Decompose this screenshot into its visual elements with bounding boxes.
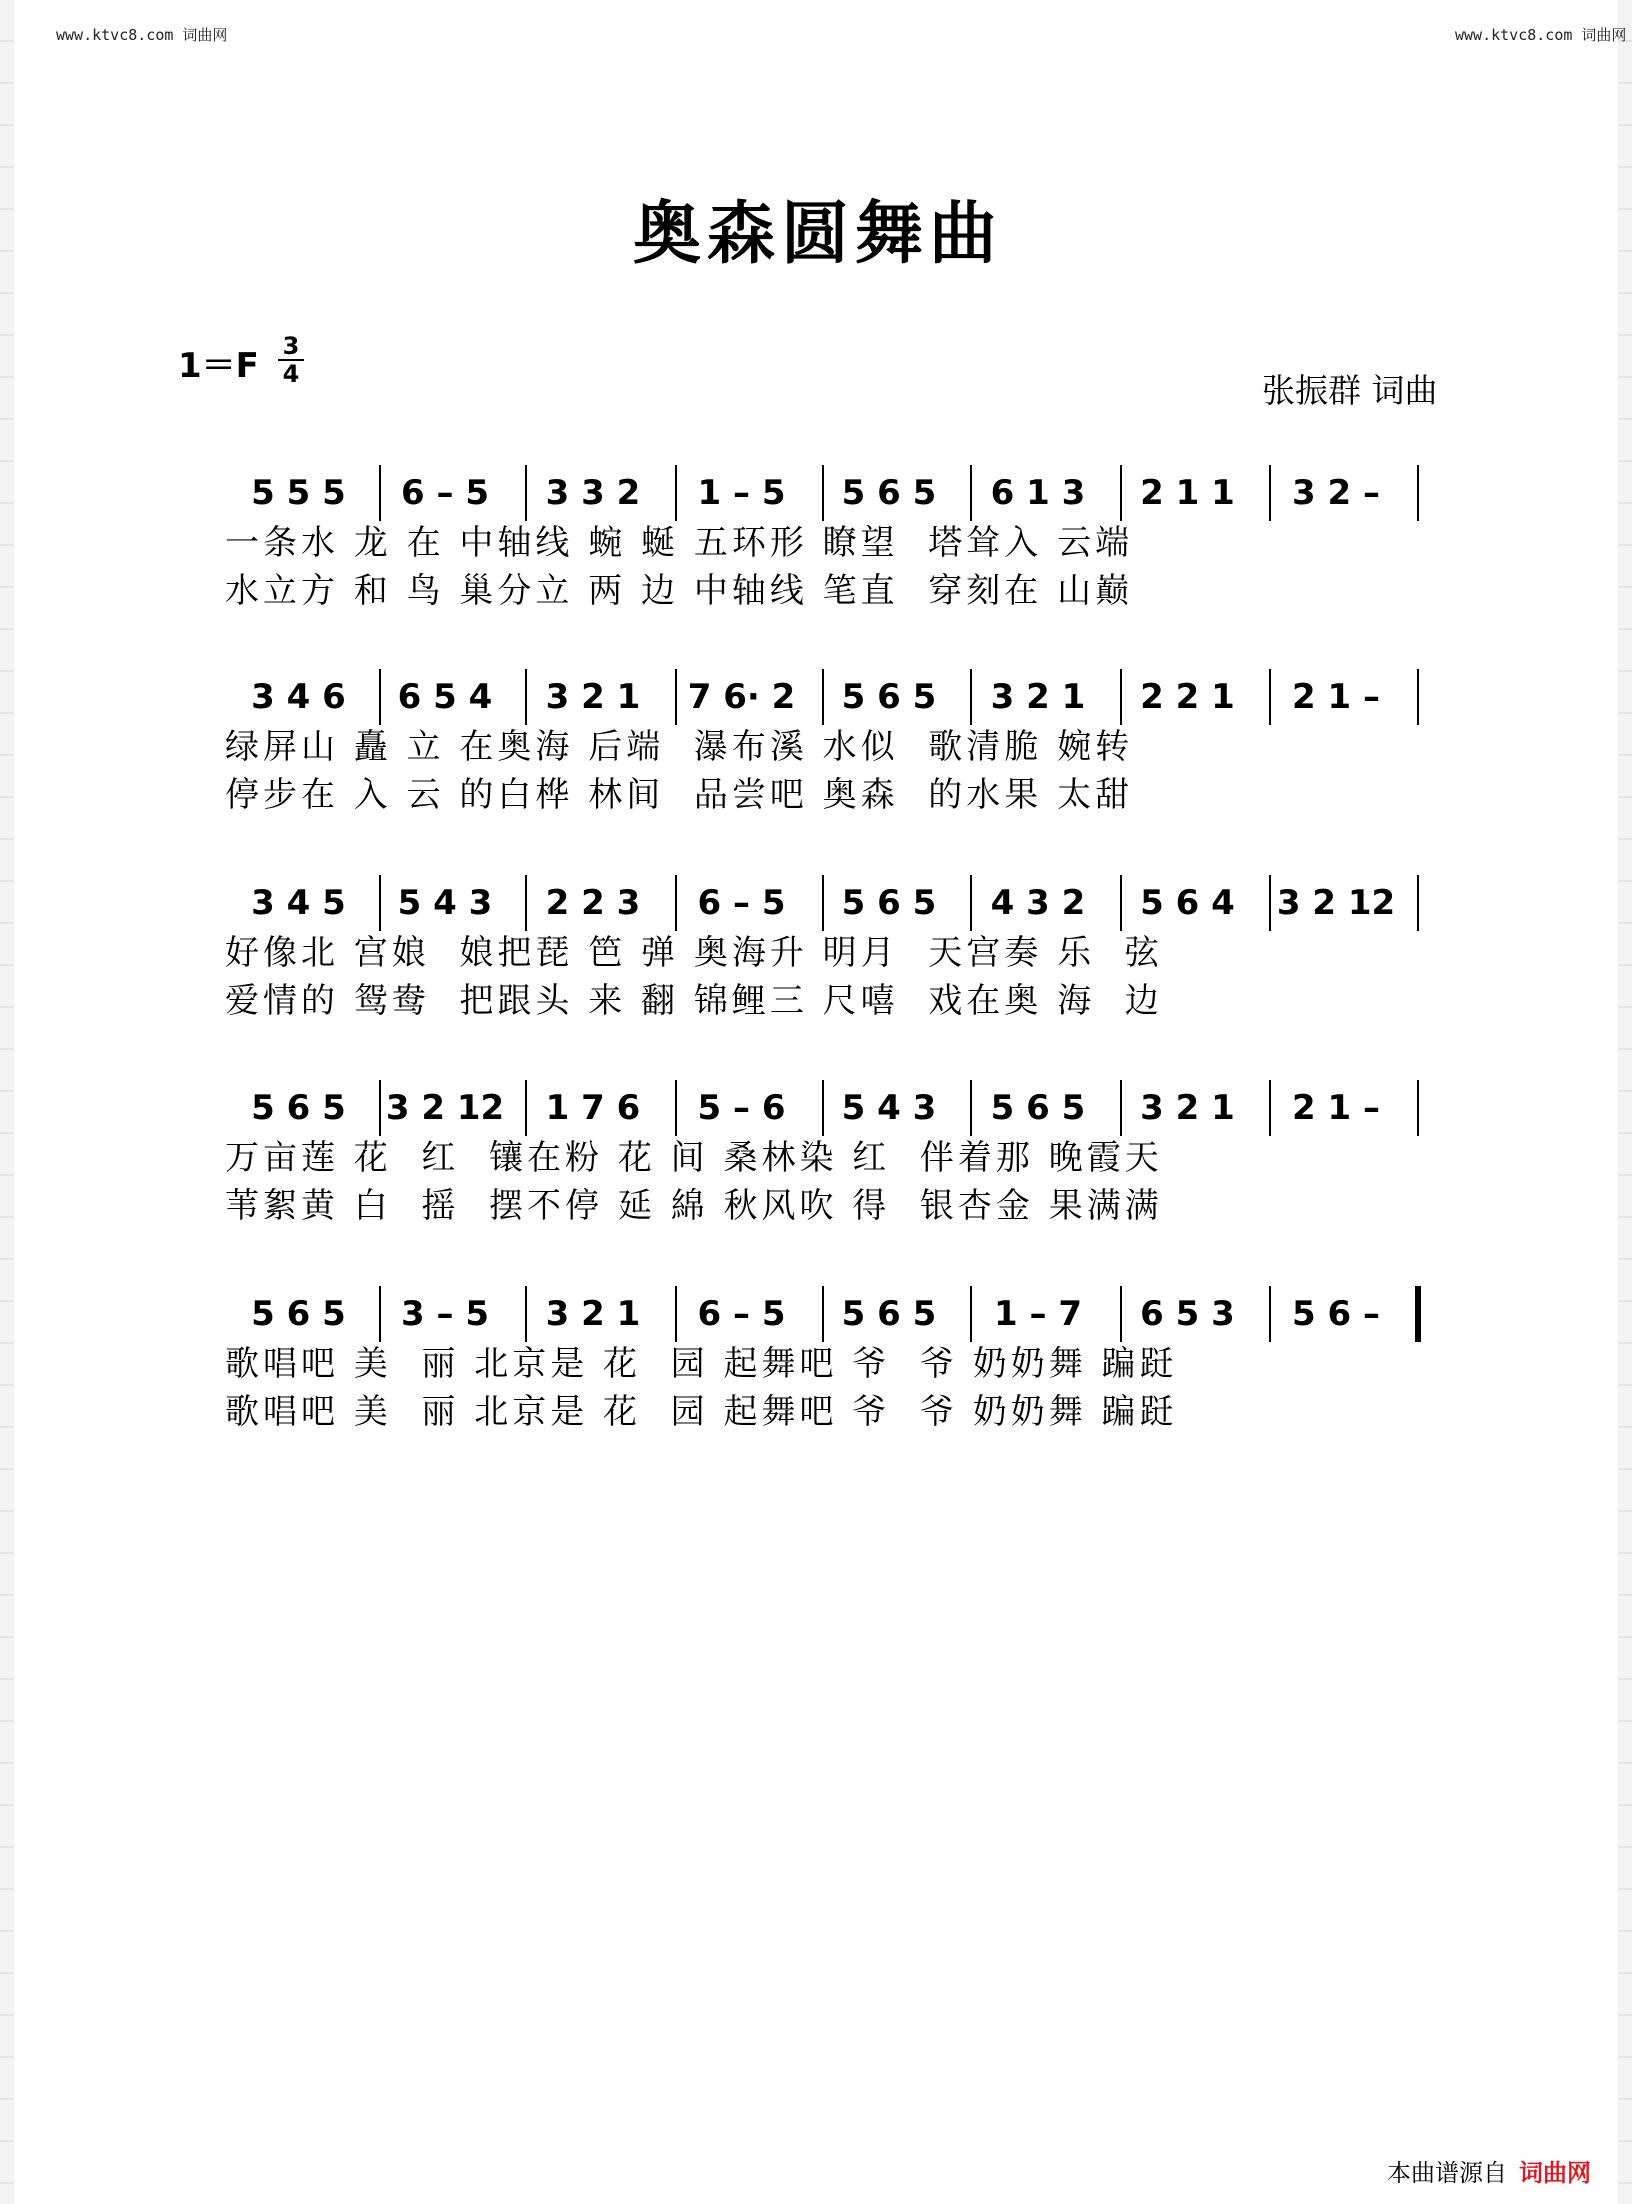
measure: 5 6 5 (251, 1088, 346, 1128)
measure: 5 – 6 (697, 1088, 786, 1128)
measure: 1 7 6 (545, 1088, 641, 1128)
time-signature-bottom: 4 (278, 359, 304, 387)
measure: 3 2 – (1292, 473, 1380, 513)
measure: 5 4 3 (841, 1088, 937, 1128)
measure: 2 1 – (1292, 677, 1380, 717)
lyrics-verse-2: 停步在 入 云 的白桦 林间 品尝吧 奥森 的水果 太甜 (225, 775, 1134, 815)
measure: 6 5 3 (1140, 1294, 1235, 1334)
lyrics-verse-2: 水立方 和 鸟 巢分立 两 边 中轴线 笔直 穿刻在 山巅 (225, 571, 1134, 611)
notes-row (0, 463, 1636, 523)
lyrics-verse-1: 歌唱吧 美 丽 北京是 花 园 起舞吧 爷 爷 奶奶舞 蹁跹 (225, 1344, 1178, 1384)
measure: 1 – 5 (697, 473, 786, 513)
measure: 6 1 3 (990, 473, 1086, 513)
lyrics-verse-1: 绿屏山 矗 立 在奥海 后端 瀑布溪 水似 歌清脆 婉转 (225, 727, 1134, 767)
lyrics-verse-2: 歌唱吧 美 丽 北京是 花 园 起舞吧 爷 爷 奶奶舞 蹁跹 (225, 1392, 1178, 1432)
notes-row (0, 873, 1636, 933)
measure: 7 6· 2 (687, 677, 796, 717)
measure: 5 6 5 (841, 883, 937, 923)
measure: 3 2 12 (1276, 883, 1396, 923)
measure: 2 1 – (1292, 1088, 1380, 1128)
measure: 5 6 – (1292, 1294, 1380, 1334)
key-signature: 1＝F (178, 346, 259, 386)
time-signature (278, 333, 304, 387)
measure: 6 – 5 (697, 1294, 786, 1334)
measure: 1 – 7 (994, 1294, 1082, 1334)
measure: 3 4 6 (251, 677, 346, 717)
measure: 5 6 5 (841, 1294, 937, 1334)
measure: 3 4 5 (251, 883, 346, 923)
author-credit: 张振群 词曲 (1262, 371, 1438, 410)
notes-row (0, 1284, 1636, 1344)
source-brand: 词曲网 (1519, 2159, 1591, 2187)
measure: 2 2 3 (545, 883, 641, 923)
source-note (1387, 2153, 1591, 2188)
measure: 5 6 5 (251, 1294, 346, 1334)
measure: 2 2 1 (1140, 677, 1235, 717)
measure: 3 2 1 (1140, 1088, 1235, 1128)
notes-row (0, 667, 1636, 727)
measure: 5 6 5 (841, 677, 937, 717)
measure: 5 6 4 (1140, 883, 1235, 923)
measure: 5 6 5 (841, 473, 937, 513)
measure: 3 2 1 (545, 1294, 641, 1334)
watermark-left: www.ktvc8.com 词曲网 (56, 26, 228, 44)
time-signature-top: 3 (282, 332, 300, 360)
measure: 3 3 2 (545, 473, 641, 513)
measure: 3 2 12 (385, 1088, 505, 1128)
measure: 6 – 5 (401, 473, 489, 513)
lyrics-verse-1: 万亩莲 花 红 镶在粉 花 间 桑林染 红 伴着那 晚霞天 (225, 1138, 1163, 1178)
measure: 2 1 1 (1140, 473, 1235, 513)
lyrics-verse-2: 爱情的 鸳鸯 把跟头 来 翻 锦鲤三 尺嘻 戏在奥 海 边 (225, 981, 1163, 1021)
lyrics-verse-1: 一条水 龙 在 中轴线 蜿 蜒 五环形 瞭望 塔耸入 云端 (225, 523, 1134, 563)
source-label: 本曲谱源自 (1387, 2159, 1507, 2187)
measure: 3 2 1 (545, 677, 641, 717)
watermark-right: www.ktvc8.com 词曲网 (1455, 26, 1627, 44)
measure: 3 2 1 (990, 677, 1086, 717)
measure: 4 3 2 (990, 883, 1086, 923)
measure: 5 4 3 (397, 883, 493, 923)
measure: 3 – 5 (401, 1294, 489, 1334)
notes-row (0, 1078, 1636, 1138)
lyrics-verse-1: 好像北 宫娘 娘把琵 笆 弹 奥海升 明月 天宫奏 乐 弦 (225, 933, 1163, 973)
measure: 6 5 4 (397, 677, 493, 717)
measure: 5 6 5 (990, 1088, 1086, 1128)
measure: 5 5 5 (251, 473, 346, 513)
measure: 6 – 5 (697, 883, 786, 923)
lyrics-verse-2: 苇絮黄 白 摇 摆不停 延 綿 秋风吹 得 银杏金 果满满 (225, 1186, 1163, 1226)
song-title: 奥森圆舞曲 (632, 194, 1003, 274)
